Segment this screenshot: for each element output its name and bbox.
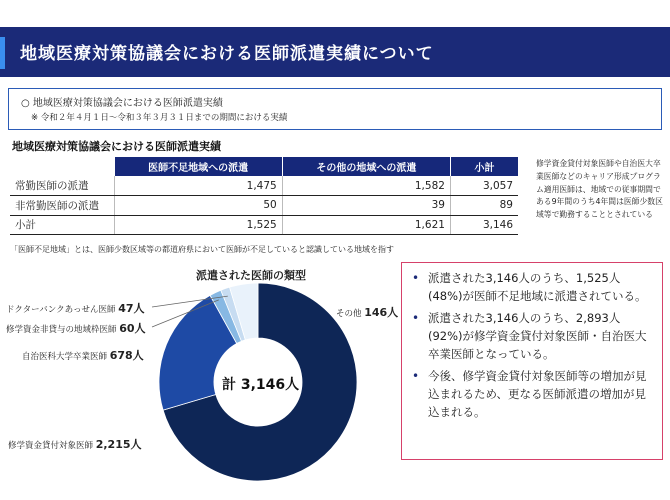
slice-name: 自治医科大学卒業医師 <box>22 352 108 362</box>
row-label: 小計 <box>10 215 114 235</box>
cell-other: 39 <box>282 196 450 216</box>
slice-value: 47人 <box>118 302 145 315</box>
side-note: 修学資金貸付対象医師や自治医大卒業医師などのキャリア形成プログラム適用医師は、地域での従事期間である9年間のうち4年間は医師少数区域等で勤務することとされている <box>536 159 663 220</box>
row-label: 常勤医師の派遣 <box>10 176 114 196</box>
chart-title: 派遣された医師の類型 <box>196 269 306 282</box>
finding-item: • 今後、修学資金貸付対象医師等の増加が見込まれるため、更なる医師派遣の増加が見込まれる。 <box>412 367 652 421</box>
slice-name: その他 <box>336 309 362 319</box>
cell-other: 1,621 <box>282 215 450 235</box>
chart-center-total: 計 3,146人 <box>222 377 300 393</box>
finding-item: • 派遣された3,146人のうち、1,525人(48%)が医師不足地域に派遣されている。 <box>412 269 652 305</box>
finding-item: • 派遣された3,146人のうち、2,893人(92%)が修学資金貸付対象医師・自治医大卒業医師となっている。 <box>412 309 652 363</box>
cell-shortage: 1,475 <box>114 176 282 196</box>
row-label: 非常勤医師の派遣 <box>10 196 114 216</box>
slice-label-scholarship <box>8 436 142 452</box>
slice-value: 678人 <box>109 349 144 362</box>
slice-label-doctorbank <box>6 300 145 316</box>
cell-subtotal: 3,057 <box>450 176 518 196</box>
summary-period-note: ※ 令和２年４月１日～令和３年３月３１日までの期間における実績 <box>31 113 288 123</box>
cell-other: 1,582 <box>282 176 450 196</box>
slice-label-regional-quota <box>6 320 146 336</box>
findings-box <box>401 262 663 460</box>
slice-name: 修学資金非貸与の地域枠医師 <box>6 325 117 335</box>
footnote: 「医師不足地域」とは、医師少数区域等の都道府県において医師が不足していると認識している地域を指す <box>10 245 394 254</box>
table-heading: 地域医療対策協議会における医師派遣実績 <box>12 140 221 153</box>
cell-subtotal: 3,146 <box>450 215 518 235</box>
slice-name: ドクターバンクあっせん医師 <box>6 305 116 315</box>
slice-value: 146人 <box>364 306 399 319</box>
slice-value: 60人 <box>119 322 146 335</box>
summary-line: ○ 地域医療対策協議会における医師派遣実績 <box>21 98 223 109</box>
cell-shortage: 50 <box>114 196 282 216</box>
slice-label-jichi <box>22 347 144 363</box>
cell-shortage: 1,525 <box>114 215 282 235</box>
slice-label-other <box>336 304 398 320</box>
page-title: 地域医療対策協議会における医師派遣実績について <box>20 44 434 64</box>
column-header-shortage: 医師不足地域への派遣 <box>114 157 282 176</box>
column-header-other: その他の地域への派遣 <box>282 157 450 176</box>
slice-name: 修学資金貸付対象医師 <box>8 441 94 451</box>
column-header-subtotal: 小計 <box>450 157 518 176</box>
slice-value: 2,215人 <box>95 438 142 451</box>
cell-subtotal: 89 <box>450 196 518 216</box>
